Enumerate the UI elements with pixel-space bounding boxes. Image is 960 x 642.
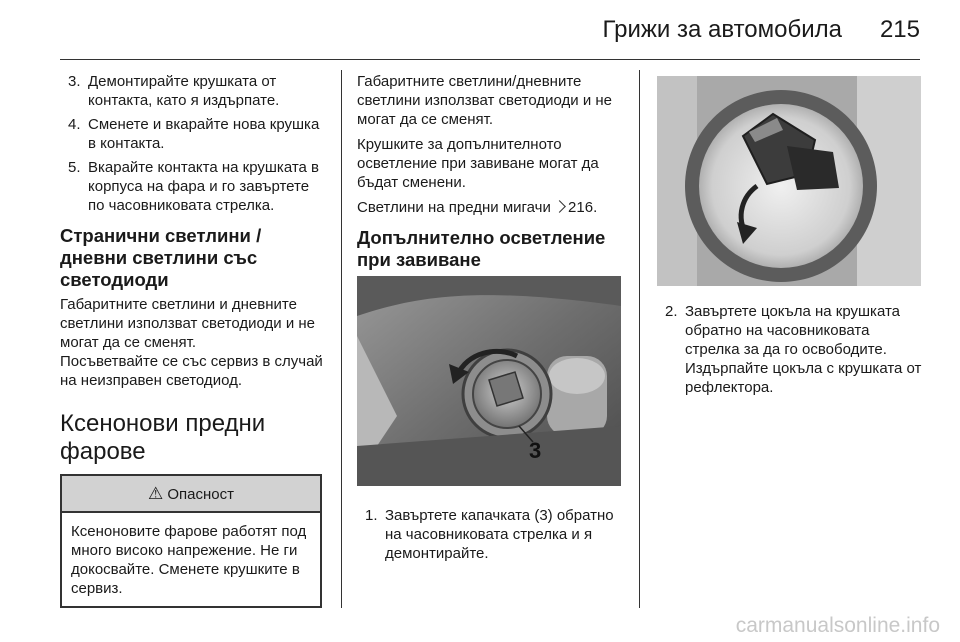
- paragraph: Габаритните светлини и дневните светлини използват светодиоди и не могат да се сменят.: [60, 296, 315, 351]
- section-title-xenon: Ксенонови предни фарове: [60, 410, 266, 465]
- section-heading-cornering-light: Допълнително осветление при завиване: [357, 227, 606, 270]
- bulb-socket-illustration: [657, 76, 921, 286]
- watermark: carmanualsonline.info: [735, 614, 940, 637]
- paragraph: Габаритните светлини/дневните светлини използват светодиоди и не могат да се сменят.: [357, 73, 612, 128]
- column-2: [357, 72, 625, 275]
- page-reference-arrow-icon[interactable]: [553, 200, 566, 213]
- list-item: 4. Сменете и вкарайте нова крушка в контакта.: [68, 116, 320, 152]
- step-list: [657, 302, 925, 397]
- section-heading-side-lights: Странични светлини / дневни светлини със светодиоди: [60, 225, 262, 290]
- paragraph: Светлини на предни мигачи 216.: [357, 199, 598, 216]
- page-number: 215: [879, 16, 920, 43]
- danger-label: Опасност: [167, 486, 235, 503]
- list-item: 3. Демонтирайте крушката от контакта, като я издърпате.: [68, 73, 280, 109]
- callout-label: 3: [529, 438, 542, 463]
- column-1: [60, 72, 328, 608]
- step-list: [357, 506, 625, 563]
- bulb-socket-photo: [657, 76, 921, 286]
- list-item: 1. Завъртете капачката (3) обратно на часовниковата стрелка и я демонтирайте.: [365, 507, 614, 562]
- column-divider-1: [341, 70, 342, 608]
- danger-box-text: Ксеноновите фарове работят под много високо напрежение. Не ги докосвайте. Сменете крушките в сервиз.: [71, 523, 307, 597]
- column-3: [657, 302, 925, 397]
- paragraph: Посъветвайте се със сервиз в случай на неизправен светодиод.: [60, 353, 323, 389]
- page-reference-link[interactable]: 216.: [568, 199, 598, 216]
- danger-box: [60, 474, 322, 608]
- warning-triangle-icon: ⚠: [147, 484, 164, 503]
- list-item: 5. Вкарайте контакта на крушката в корпуса на фара и го завъртете по часовниковата стрелка.: [68, 159, 320, 214]
- cornering-light-photo: [357, 276, 621, 486]
- danger-box-header: [62, 476, 320, 513]
- step-list: [60, 72, 328, 215]
- headlight-cap-illustration: [357, 276, 621, 486]
- header-title: Грижи за автомобила: [602, 16, 842, 43]
- column-divider-2: [639, 70, 640, 608]
- paragraph: Крушките за допълнителното осветление при завиване могат да бъдат сменени.: [357, 136, 599, 191]
- column-2-lower: [357, 506, 625, 563]
- page-header: [60, 14, 920, 60]
- header-rule: [60, 59, 920, 60]
- list-item: 2. Завъртете цокъла на крушката обратно на часовниковата стрелка за да го освободите. Издърпайте цокъла с крушката от рефлектора.: [665, 303, 922, 396]
